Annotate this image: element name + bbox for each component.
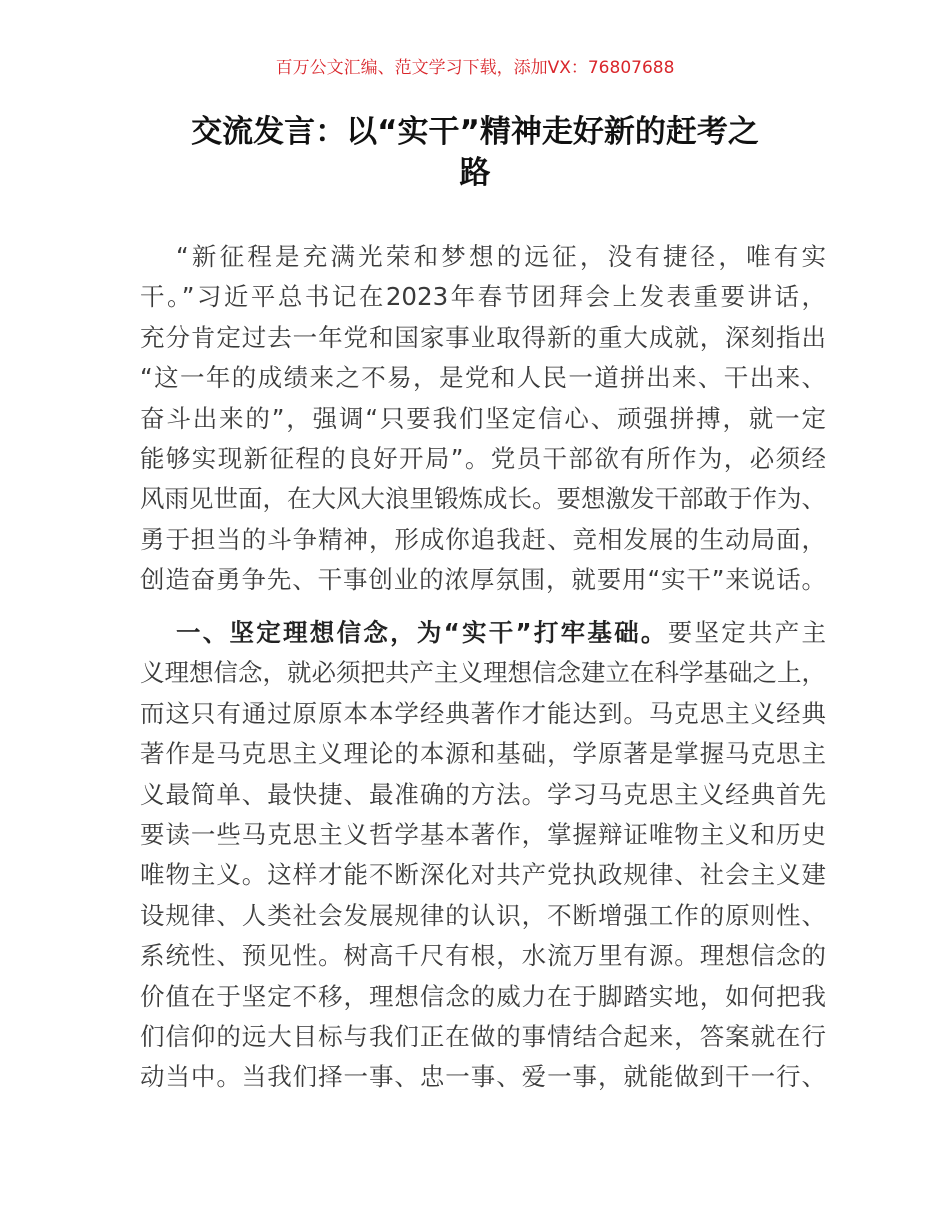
text-line: 充分肯定过去一年党和国家事业取得新的重大成就，深刻指出: [140, 322, 826, 352]
text-line: 价值在于坚定不移，理想信念的威力在于脚踏实地，如何把我: [140, 981, 826, 1011]
text-line: 义理想信念，就必须把共产主义理想信念建立在科学基础之上，: [140, 658, 826, 688]
text-line: “这一年的成绩来之不易，是党和人民一道拼出来、干出来、: [140, 363, 826, 393]
text-line: [140, 613, 826, 653]
document-title: [120, 112, 830, 194]
title-line: 路: [459, 155, 491, 191]
text-line: 们信仰的远大目标与我们正在做的事情结合起来，答案就在行: [140, 1021, 826, 1051]
text-line: 干。”习近平总书记在2023年春节团拜会上发表重要讲话，: [140, 282, 826, 312]
text-line: 动当中。当我们择一事、忠一事、爱一事，就能做到干一行、: [140, 1062, 826, 1092]
paragraph-intro: [140, 237, 826, 601]
text-line: 唯物主义。这样才能不断深化对共产党执政规律、社会主义建: [140, 860, 826, 890]
text-line: 奋斗出来的”，强调“只要我们坚定信心、顽强拼搏，就一定: [140, 403, 826, 433]
watermark-header: 百万公文汇编、范文学习下载，添加VX：76807688: [275, 58, 675, 78]
text-line: “新征程是充满光荣和梦想的远征，没有捷径，唯有实: [176, 242, 826, 271]
text-line: 能够实现新征程的良好开局”。党员干部欲有所作为，必须经: [140, 443, 826, 473]
text-line: 而这只有通过原原本本学经典著作才能达到。马克思主义经典: [140, 698, 826, 728]
text-line: 设规律、人类社会发展规律的认识，不断增强工作的原则性、: [140, 900, 826, 930]
title-line: 交流发言：以“实干”精神走好新的赶考之: [191, 114, 759, 150]
section-heading: 一、坚定理想信念，为“实干”打牢基础。: [176, 618, 668, 647]
text-line: 创造奋勇争先、干事创业的浓厚氛围，就要用“实干”来说话。: [140, 565, 826, 595]
text-span: 要坚定共产主: [667, 618, 826, 647]
text-line: 要读一些马克思主义哲学基本著作，掌握辩证唯物主义和历史: [140, 819, 826, 849]
text-line: 勇于担当的斗争精神，形成你追我赶、竞相发展的生动局面，: [140, 524, 826, 554]
text-line: 系统性、预见性。树高千尺有根，水流万里有源。理想信念的: [140, 941, 826, 971]
text-line: 著作是马克思主义理论的本源和基础，学原著是掌握马克思主: [140, 739, 826, 769]
text-line: 风雨见世面，在大风大浪里锻炼成长。要想激发干部敢于作为、: [140, 484, 826, 514]
paragraph-section-1: [140, 613, 826, 1098]
text-line: 义最简单、最快捷、最准确的方法。学习马克思主义经典首先: [140, 779, 826, 809]
